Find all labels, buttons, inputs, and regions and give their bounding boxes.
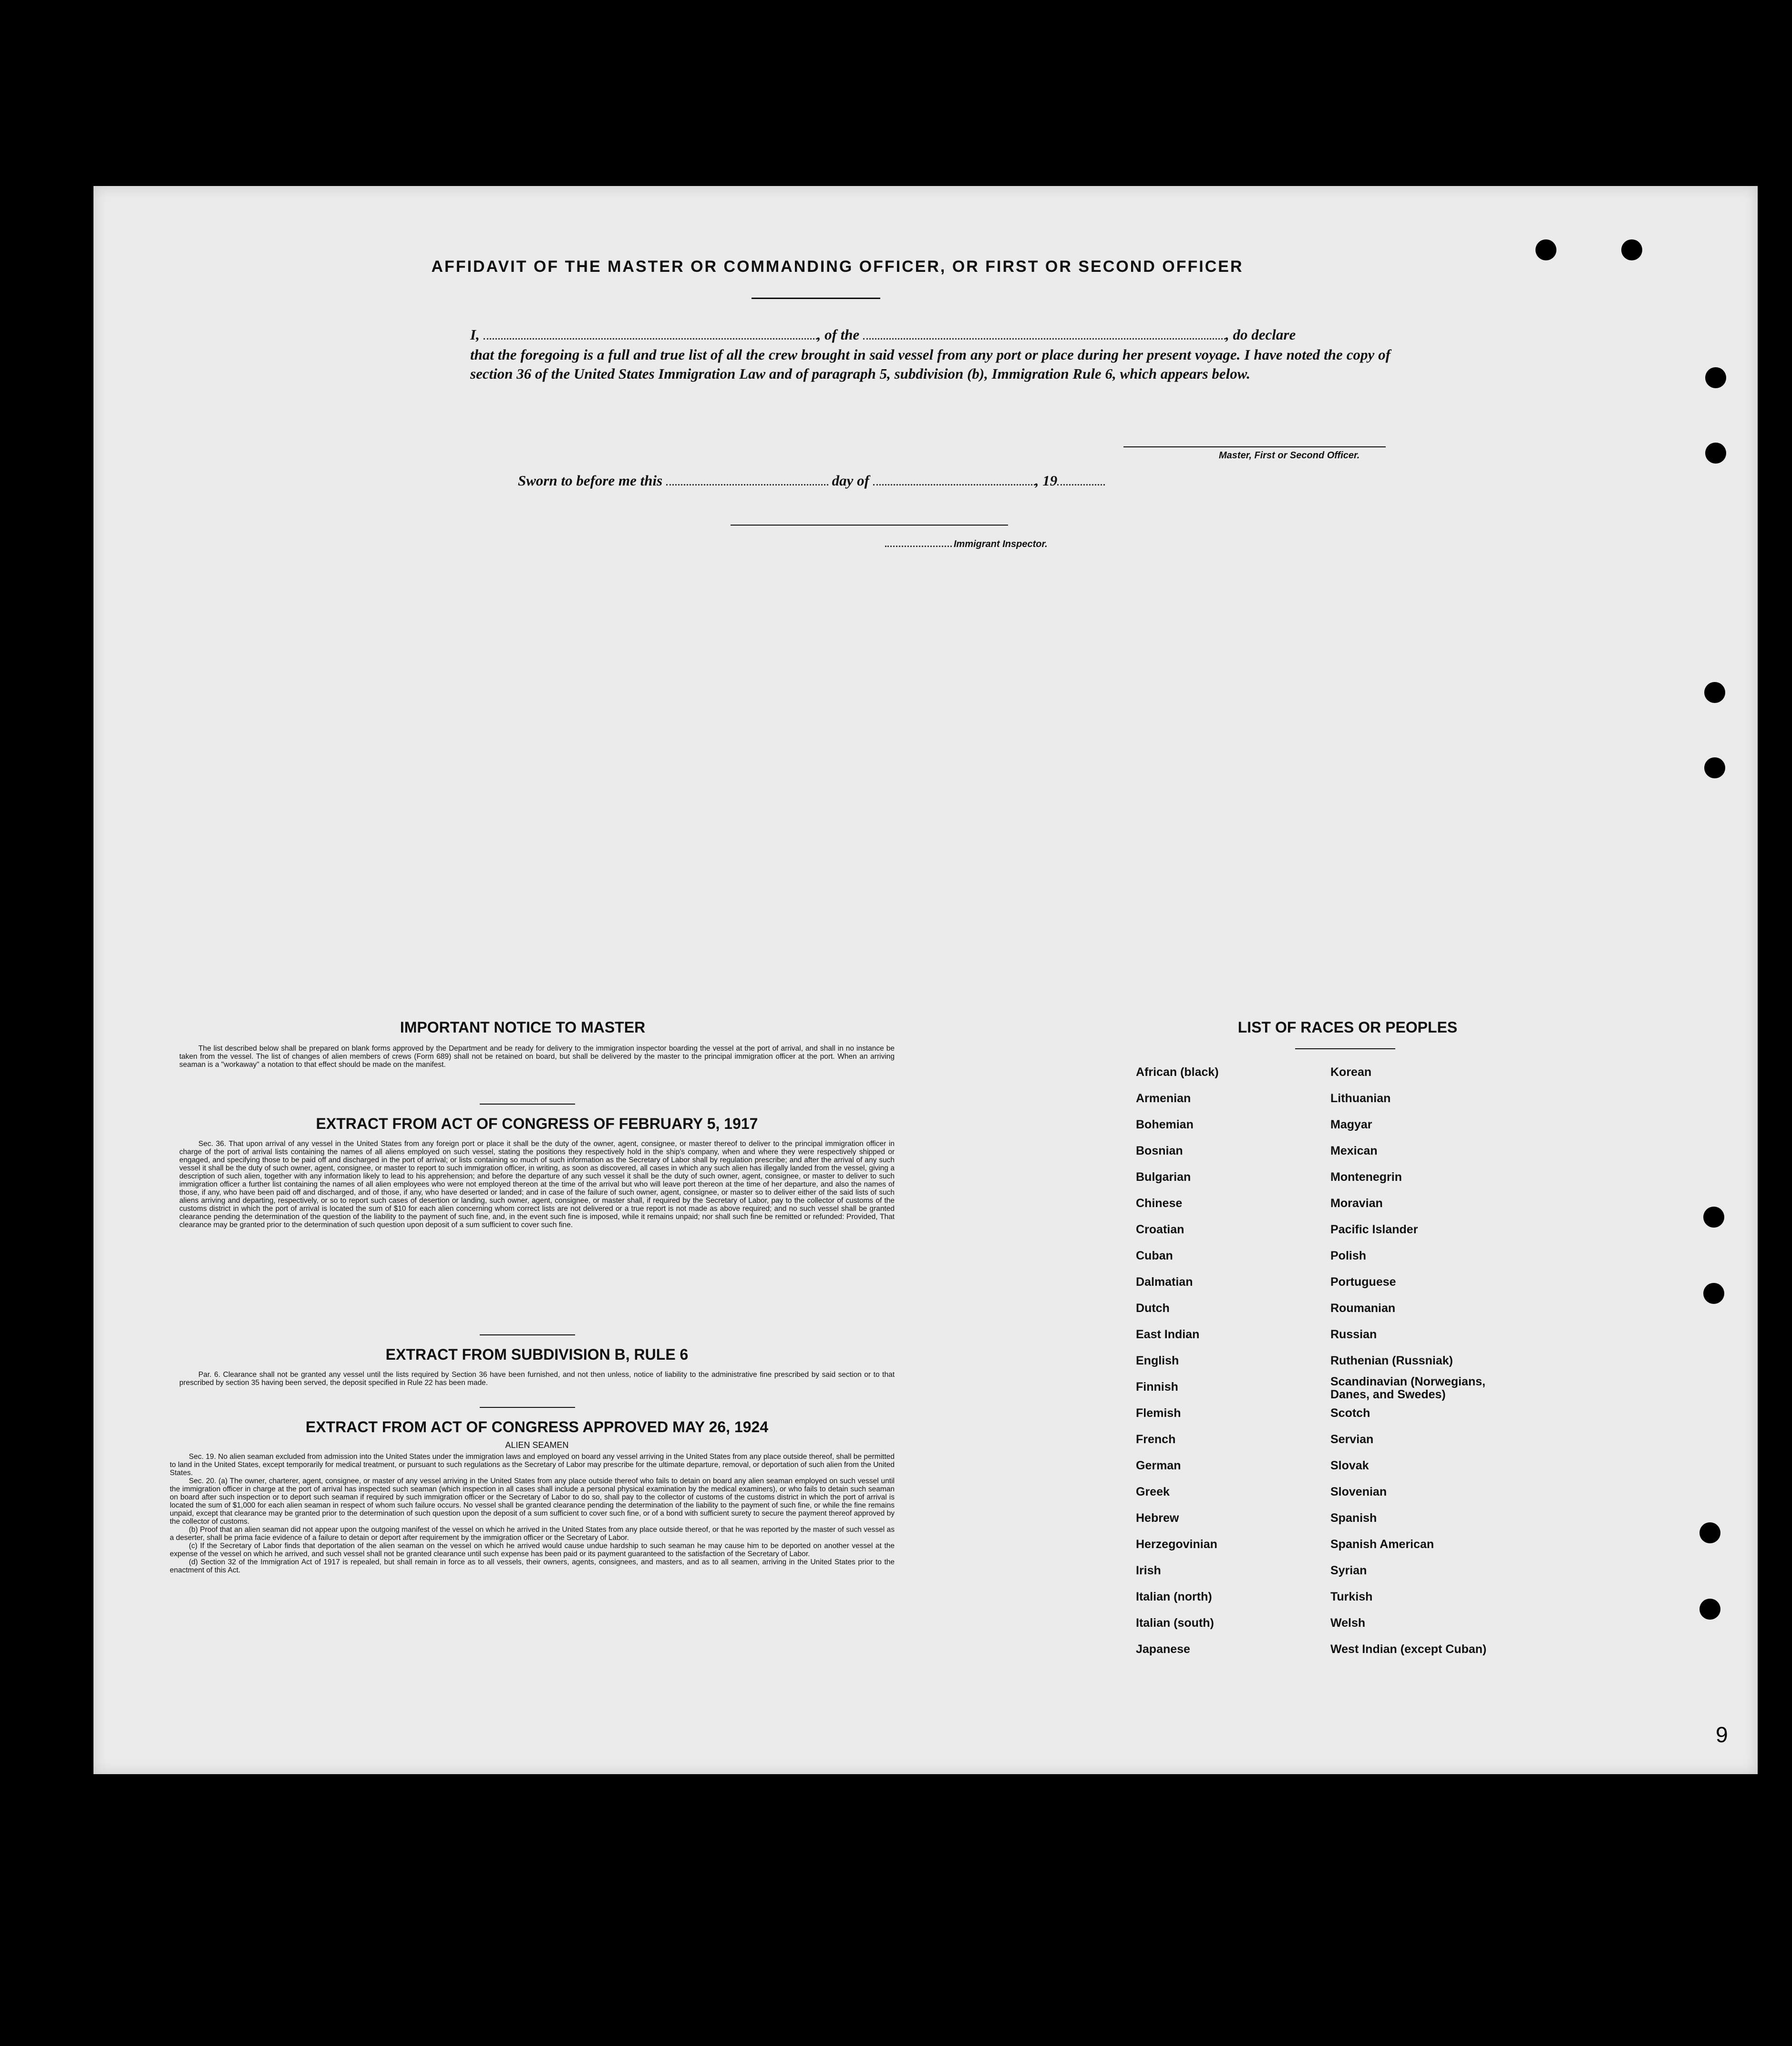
extract-1917-text <box>179 1140 895 1229</box>
extract-1924-paragraph: (c) If the Secretary of Labor finds that deportation of the alien seaman on the vessel on which he arrived would cause undue hardship to such seaman he may cause him to be deported on another vessel at the expense of the vessel on which he arrived, and such vessel shall not be granted clearance until such expense has been paid or its payment guaranteed to the satisfaction of the Secretary of Labor. <box>170 1542 895 1558</box>
race-item: Roumanian <box>1330 1302 1396 1315</box>
punch-hole <box>1703 1283 1724 1304</box>
race-item: Hebrew <box>1136 1511 1179 1525</box>
race-item: Slovenian <box>1330 1485 1387 1498</box>
race-item: Dutch <box>1136 1302 1170 1315</box>
extract-1924-paragraph: Sec. 20. (a) The owner, charterer, agent, consignee, or master of any vessel arriving in the United States from any place outside thereof who fails to detain on board any alien seaman employed on such vessel until the immigration officer in charge at the port of arrival has inspected such seaman (which inspection in all cases shall include a personal physical examination by the medical examiners), or who fails to detain such seaman on board after such inspection or to deport such seaman if required by such immigration officer or the Secretary of Labor to do so, shall pay to the collector of customs of the customs district in which the port of arrival is located the sum of $1,000 for each alien seaman in respect of whom such failure occurs. No vessel shall be granted clearance pending the determination of the liability to the payment of such fine, or while the fine remains unpaid, except that clearance may be granted prior to the determination of such question upon the deposit of a sum sufficient to cover such fine, or of a bond with sufficient surety to secure the payment thereof approved by the collector of customs. <box>170 1477 895 1526</box>
race-item: Slovak <box>1330 1459 1369 1472</box>
race-item: Russian <box>1330 1328 1377 1341</box>
affidavit-body: that the foregoing is a full and true list of all the crew brought in said vessel from any port or place during her present voyage. I have noted the copy of section 36 of the United States Immigration Law and of paragraph 5, subdivision (b), Immigration Rule 6, which appears below. <box>470 346 1390 382</box>
race-item: Finnish <box>1136 1380 1178 1394</box>
inspector-signature-line <box>731 525 1008 526</box>
races-title: LIST OF RACES OR PEOPLES <box>1237 1019 1458 1036</box>
race-item: Italian (south) <box>1136 1616 1214 1630</box>
race-item: Chinese <box>1136 1197 1183 1210</box>
sworn-line <box>518 471 1281 490</box>
divider <box>480 1334 575 1335</box>
race-item: Spanish American <box>1330 1538 1434 1551</box>
race-item: Scotch <box>1330 1406 1370 1420</box>
punch-hole <box>1705 367 1726 388</box>
notice-paragraph: The list described below shall be prepared on blank forms approved by the Department and be ready for delivery to the immigration inspector boarding the vessel at the port of arrival, and shall in no instance be taken from the vessel. The list of changes of alien members of crews (Form 689) shall not be retained on board, but shall be delivered by the master to the principal immigration officer at the port. When an arriving seaman is a "workaway" a notation to that effect should be made on the manifest. <box>179 1044 895 1069</box>
name-field[interactable] <box>484 326 817 340</box>
month-field[interactable] <box>873 472 1035 486</box>
race-item: African (black) <box>1136 1065 1219 1079</box>
punch-hole <box>1621 239 1642 260</box>
race-item: Ruthenian (Russniak) <box>1330 1354 1453 1367</box>
alien-seamen-subtitle: ALIEN SEAMEN <box>505 1440 569 1450</box>
divider <box>480 1407 575 1408</box>
notice-text <box>179 1044 895 1069</box>
notice-title: IMPORTANT NOTICE TO MASTER <box>400 1019 646 1036</box>
day-field[interactable] <box>666 472 828 486</box>
race-item: Dalmatian <box>1136 1275 1193 1289</box>
affidavit-title: AFFIDAVIT OF THE MASTER OR COMMANDING OFFICER, OR FIRST OR SECOND OFFICER <box>431 258 1244 276</box>
race-item: Greek <box>1136 1485 1170 1498</box>
signature-label: Master, First or Second Officer. <box>1219 450 1360 461</box>
race-item: Magyar <box>1330 1118 1372 1131</box>
divider <box>752 298 880 299</box>
race-item: Spanish <box>1330 1511 1377 1525</box>
divider <box>480 1104 575 1105</box>
day-of-label: day of <box>832 472 869 489</box>
race-item: Servian <box>1330 1433 1374 1446</box>
inspector-line <box>885 539 1048 550</box>
declare-label: , do declare <box>1226 326 1296 343</box>
race-item: English <box>1136 1354 1179 1367</box>
race-item: Syrian <box>1330 1564 1367 1577</box>
affidavit-line-1 <box>470 325 1390 344</box>
punch-hole <box>1699 1522 1720 1543</box>
inspector-field[interactable] <box>885 539 952 547</box>
document-page <box>93 186 1758 1774</box>
race-item: Bosnian <box>1136 1144 1183 1157</box>
extract-1924-paragraph: (b) Proof that an alien seaman did not appear upon the outgoing manifest of the vessel on which he arrived in the United States from any place outside thereof, or that he was reported by the master of such vessel as a deserter, shall be prima facie evidence of a failure to detain or deport after requirement by the immigration officer or the Secretary of Labor. <box>170 1526 895 1542</box>
year-field[interactable] <box>1057 472 1105 486</box>
rule6-text <box>179 1371 895 1387</box>
race-item: Bohemian <box>1136 1118 1194 1131</box>
punch-hole <box>1705 443 1726 464</box>
race-item: Cuban <box>1136 1249 1173 1262</box>
affidavit-i-label: I, <box>470 326 480 343</box>
race-item: Japanese <box>1136 1643 1190 1656</box>
punch-hole <box>1699 1599 1720 1620</box>
punch-hole <box>1703 1207 1724 1228</box>
race-item: Portuguese <box>1330 1275 1396 1289</box>
race-item: Armenian <box>1136 1092 1191 1105</box>
page-number: 9 <box>1716 1722 1728 1747</box>
sworn-label: Sworn to before me this <box>518 472 663 489</box>
race-item: Korean <box>1330 1065 1372 1079</box>
race-item: Flemish <box>1136 1406 1181 1420</box>
race-item: Irish <box>1136 1564 1161 1577</box>
race-item: Croatian <box>1136 1223 1184 1236</box>
extract-1924-title: EXTRACT FROM ACT OF CONGRESS APPROVED MAY 26, 1924 <box>305 1418 769 1436</box>
divider <box>1295 1048 1395 1049</box>
race-item: Herzegovinian <box>1136 1538 1217 1551</box>
punch-hole <box>1704 757 1725 778</box>
rule6-title: EXTRACT FROM SUBDIVISION B, RULE 6 <box>385 1346 689 1363</box>
of-the-label: , of the <box>817 326 860 343</box>
race-item: Mexican <box>1330 1144 1378 1157</box>
race-item: Scandinavian (Norwegians, Danes, and Swedes) <box>1330 1375 1486 1401</box>
race-item: French <box>1136 1433 1176 1446</box>
race-item: East Indian <box>1136 1328 1200 1341</box>
signature-line <box>1123 446 1386 447</box>
extract-1924-paragraph: (d) Section 32 of the Immigration Act of 1917 is repealed, but shall remain in force as to all vessels, their owners, agents, consignees, and masters, and as to all seamen, arriving in the United States prior to the enactment of this Act. <box>170 1558 895 1574</box>
vessel-field[interactable] <box>863 326 1226 340</box>
race-item: German <box>1136 1459 1181 1472</box>
race-item: Welsh <box>1330 1616 1366 1630</box>
inspector-label: Immigrant Inspector. <box>954 539 1048 549</box>
rule6-paragraph: Par. 6. Clearance shall not be granted any vessel until the lists required by Section 36 have been furnished, and not then unless, notice of liability to the administrative fine prescribed by said section or to that prescribed by section 35 having been served, the deposit specified in Rule 22 has been made. <box>179 1371 895 1387</box>
race-item: Lithuanian <box>1330 1092 1391 1105</box>
race-item: Turkish <box>1330 1590 1373 1603</box>
year-label: , 19 <box>1035 472 1058 489</box>
extract-1924-text <box>170 1453 895 1574</box>
race-item: Italian (north) <box>1136 1590 1212 1603</box>
race-item: West Indian (except Cuban) <box>1330 1643 1487 1656</box>
race-item: Moravian <box>1330 1197 1383 1210</box>
extract-1924-paragraph: Sec. 19. No alien seaman excluded from admission into the United States under the immigration laws and employed on board any vessel arriving in the United States from any place outside thereof, shall be permitted to land in the United States, except temporarily for medical treatment, or pursuant to such regulations as the Secretary of Labor may prescribe for the ultimate departure, removal, or deportation of such alien from the United States. <box>170 1453 895 1477</box>
extract-1917-paragraph: Sec. 36. That upon arrival of any vessel in the United States from any foreign port or place it shall be the duty of the owner, agent, consignee, or master thereof to deliver to the principal immigration officer in charge of the port of arrival lists containing the names of all aliens employed on such vessel, stating the positions they respectively hold in the ship's company, when and where they were respectively shipped or engaged, and specifying those to be paid off and discharged in the port of arrival; or lists containing so much of such information as the Secretary of Labor shall by regulation prescribe; and after the arrival of any such vessel it shall be the duty of such owner, agent, consignee, or master to report to such immigration officer, in writing, as soon as discovered, all cases in which any such alien has illegally landed from the vessel, giving a description of such alien, together with any information likely to lead to his apprehension; and before the departure of any such vessel it shall be the duty of such owner, agent, consignee, or master to deliver to such immigration officer a further list containing the names of all alien employees who were not employed thereon at the time of the arrival but who will leave port thereon at the time of her departure, and also the names of those, if any, who have been paid off and discharged, and of those, if any, who have deserted or landed; and in case of the failure of such owner, agent, consignee, or master so to deliver either of the said lists of such aliens arriving and departing, respectively, or so to report such cases of desertion or landing, such owner, agent, consignee, or master shall, if required by the Secretary of Labor, pay to the collector of customs of the customs district in which the port of arrival is located the sum of $10 for each alien concerning whom correct lists are not delivered or a true report is not made as above required; and no such vessel shall be granted clearance pending the determination of the question of the liability to the payment of such fine, and, in the event such fine is imposed, while it remains unpaid; nor shall such fine be remitted or refunded: Provided, That clearance may be granted prior to the determination of such question upon deposit of a sum sufficient to cover such fine. <box>179 1140 895 1229</box>
race-item: Polish <box>1330 1249 1367 1262</box>
extract-1917-title: EXTRACT FROM ACT OF CONGRESS OF FEBRUARY 5, 1917 <box>316 1115 758 1132</box>
race-item: Bulgarian <box>1136 1170 1191 1184</box>
punch-hole <box>1704 682 1725 703</box>
race-item: Pacific Islander <box>1330 1223 1418 1236</box>
race-item: Montenegrin <box>1330 1170 1402 1184</box>
